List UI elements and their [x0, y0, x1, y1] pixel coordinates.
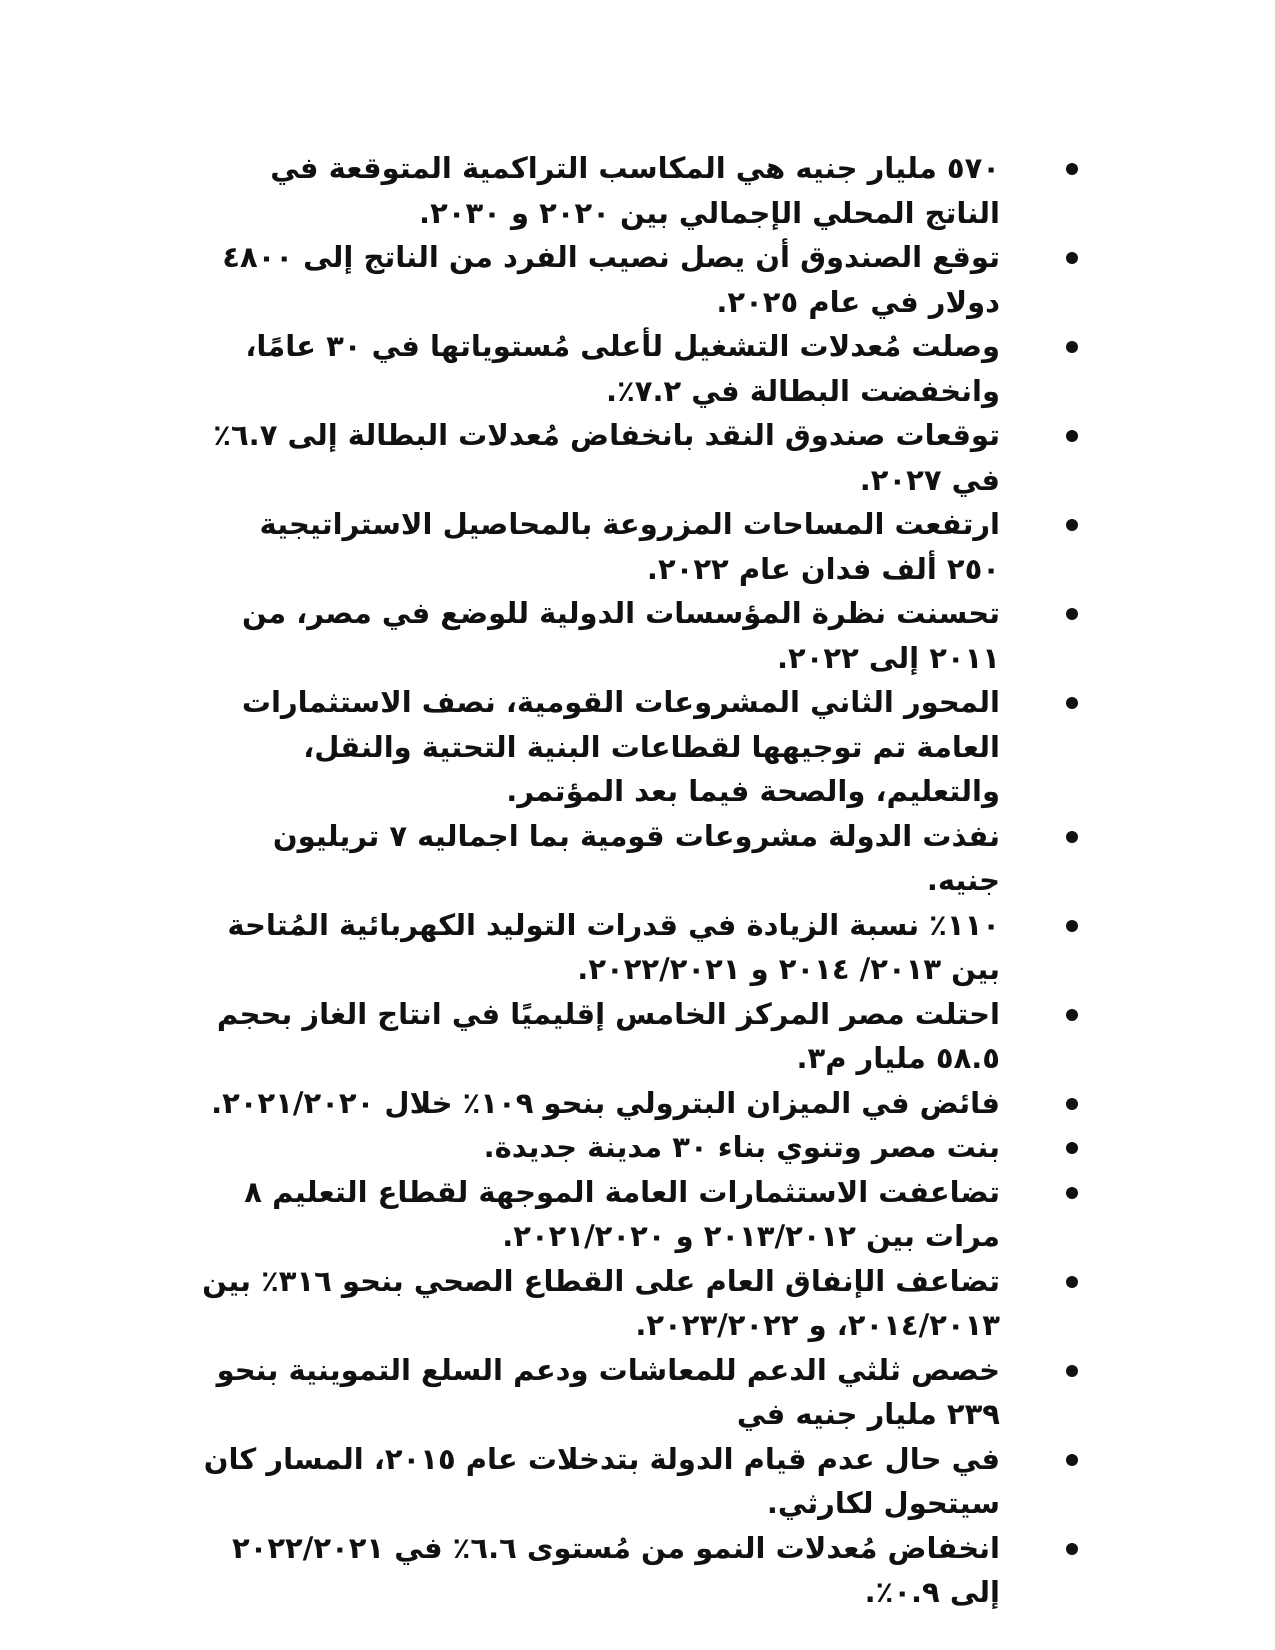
bullet-icon	[1066, 1454, 1078, 1466]
bullet-text: احتلت مصر المركز الخامس إقليميًا في انتاج الغاز بحجم ٥٨.٥ مليار م٣.	[216, 996, 1000, 1075]
bullet-text: توقع الصندوق أن يصل نصيب الفرد من الناتج إلى ٤٨٠٠ دولار في عام ٢٠٢٥.	[222, 240, 1000, 319]
list-item	[198, 146, 1078, 235]
bullet-text: نفذت الدولة مشروعات قومية بما اجماليه ٧ تريليون جنيه.	[272, 818, 1000, 897]
bullet-icon	[1066, 1187, 1078, 1199]
bullet-text: تضاعف الإنفاق العام على القطاع الصحي بنحو ٣١٦٪ بين ٢٠١٤/٢٠١٣، و ٢٠٢٣/٢٠٢٢.	[202, 1263, 1000, 1342]
bullet-icon	[1066, 1543, 1078, 1555]
bullet-text: تحسنت نظرة المؤسسات الدولية للوضع في مصر، من ٢٠١١ إلى ٢٠٢٢.	[242, 596, 1000, 675]
list-item	[198, 1437, 1078, 1526]
bullet-icon	[1066, 1276, 1078, 1288]
bullet-icon	[1066, 920, 1078, 932]
list-item	[198, 1125, 1078, 1170]
list-item	[198, 992, 1078, 1081]
list-item	[198, 903, 1078, 992]
list-item	[198, 1526, 1078, 1615]
list-item	[198, 1081, 1078, 1126]
bullet-icon	[1066, 697, 1078, 709]
bullet-icon	[1066, 608, 1078, 620]
bullet-icon	[1066, 1365, 1078, 1377]
list-item	[198, 680, 1078, 814]
list-item	[198, 324, 1078, 413]
list-item	[198, 1170, 1078, 1259]
bullet-icon	[1066, 1098, 1078, 1110]
bullet-list	[198, 146, 1078, 1615]
bullet-icon	[1066, 163, 1078, 175]
bullet-icon	[1066, 831, 1078, 843]
bullet-icon	[1066, 1009, 1078, 1021]
list-item	[198, 591, 1078, 680]
bullet-icon	[1066, 252, 1078, 264]
list-item	[198, 502, 1078, 591]
list-item	[198, 1259, 1078, 1348]
list-item	[198, 413, 1078, 502]
list-item	[198, 235, 1078, 324]
bullet-text: فائض في الميزان البترولي بنحو ١٠٩٪ خلال ٢٠٢١/٢٠٢٠.	[211, 1085, 1000, 1120]
bullet-text: المحور الثاني المشروعات القومية، نصف الاستثمارات العامة تم توجيهها لقطاعات البنية التحتية والنقل، والتعليم، والصحة فيما بعد المؤتمر.	[241, 685, 1000, 808]
list-item	[198, 1348, 1078, 1437]
list-item	[198, 814, 1078, 903]
bullet-text: بنت مصر وتنوي بناء ٣٠ مدينة جديدة.	[483, 1130, 1000, 1164]
bullet-text: وصلت مُعدلات التشغيل لأعلى مُستوياتها في ٣٠ عامًا، وانخفضت البطالة في ٧.٢٪.	[245, 329, 1000, 408]
bullet-icon	[1066, 341, 1078, 353]
bullet-icon	[1066, 1142, 1078, 1154]
bullet-icon	[1066, 519, 1078, 531]
bullet-text: في حال عدم قيام الدولة بتدخلات عام ٢٠١٥، المسار كان سيتحول لكارثي.	[203, 1441, 1000, 1520]
bullet-text: توقعات صندوق النقد بانخفاض مُعدلات البطالة إلى ٦.٧٪ في ٢٠٢٧.	[213, 418, 1000, 497]
bullet-text: خصص ثلثي الدعم للمعاشات ودعم السلع التموينية بنحو ٢٣٩ مليار جنيه في	[216, 1352, 1000, 1431]
bullet-text: ١١٠٪ نسبة الزيادة في قدرات التوليد الكهربائية المُتاحة بين ٢٠١٣/ ٢٠١٤ و ٢٠٢٢/٢٠٢١.	[227, 907, 1000, 986]
bullet-text: انخفاض مُعدلات النمو من مُستوى ٦.٦٪ في ٢٠٢٢/٢٠٢١ إلى ٠.٩٪.	[231, 1530, 1000, 1609]
bullet-text: ٥٧٠ مليار جنيه هي المكاسب التراكمية المتوقعة في الناتج المحلي الإجمالي بين ٢٠٢٠ و ٢٠٣٠.	[270, 151, 1000, 230]
bullet-text: ارتفعت المساحات المزروعة بالمحاصيل الاستراتيجية ٢٥٠ ألف فدان عام ٢٠٢٢.	[259, 507, 1000, 586]
bullet-icon	[1066, 430, 1078, 442]
bullet-text: تضاعفت الاستثمارات العامة الموجهة لقطاع التعليم ٨ مرات بين ٢٠١٣/٢٠١٢ و ٢٠٢١/٢٠٢٠.	[244, 1174, 1000, 1253]
